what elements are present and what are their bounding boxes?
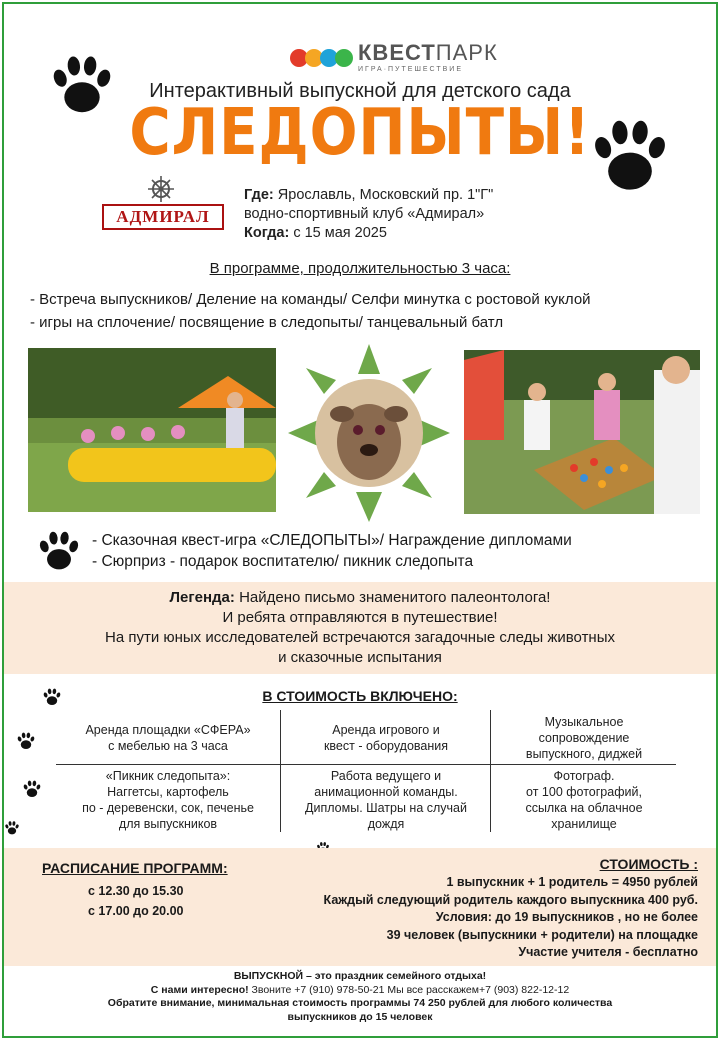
schedule-heading: РАСПИСАНИЕ ПРОГРАММ: <box>42 860 228 876</box>
table-divider <box>490 710 491 832</box>
legend-line: И ребята отправляются в путешествие! <box>222 609 498 626</box>
program-item: - игры на сплочение/ посвящение в следопыты/ танцевальный батл <box>30 314 504 331</box>
flyer-page <box>2 2 718 1038</box>
program-heading: В программе, продолжительностью 3 часа: <box>209 260 511 277</box>
schedule-time: с 17.00 до 20.00 <box>88 904 184 918</box>
legend-line: На пути юных исследователей встречаются загадочные следы животных <box>104 629 615 646</box>
footer-line: ВЫПУСКНОЙ – это праздник семейного отдыха! <box>233 970 487 982</box>
when-line: Когда: с 15 мая 2025 <box>244 225 387 241</box>
logo-dot <box>335 49 353 67</box>
footer-line: выпускников до 15 человек <box>287 1010 433 1023</box>
legend-section <box>4 582 716 674</box>
paw-print-icon <box>36 526 82 576</box>
included-cell: Музыкальное сопровождение выпускного, диджей <box>525 715 643 761</box>
schedule-time: с 12.30 до 15.30 <box>88 884 184 898</box>
where-line: Где: Ярославль, Московский пр. 1"Г" <box>244 187 494 203</box>
admiral-logo <box>102 174 224 230</box>
brand-name: КВЕСТПАРК <box>358 40 498 65</box>
included-heading: В СТОИМОСТЬ ВКЛЮЧЕНО: <box>262 688 458 704</box>
bullet-item: - Сюрприз - подарок воспитателю/ пикник следопыта <box>92 553 474 570</box>
legend-line: и сказочные испытания <box>278 649 442 666</box>
footer-line: С нами интересно! Звоните +7 (910) 978-50-21 Мы все расскажем+7 (903) 822-12-12 <box>150 983 570 996</box>
paw-print-icon <box>22 778 42 800</box>
cost-line: Каждый следующий родитель каждого выпускника 400 руб. <box>323 892 698 907</box>
cost-details <box>324 874 698 962</box>
admiral-logo-text: АДМИРАЛ <box>102 204 224 230</box>
footer-line: Обратите внимание, минимальная стоимость программы 74 250 рублей для любого количества <box>107 997 613 1009</box>
included-cell: Аренда площадки «СФЕРА» с мебелью на 3 часа <box>85 723 251 753</box>
bullet-item: - Сказочная квест-игра «СЛЕДОПЫТЫ»/ Награждение дипломами <box>92 532 572 549</box>
table-divider <box>56 764 676 765</box>
logo-dots <box>290 49 350 67</box>
program-item: - Встреча выпускников/ Деление на команды/ Селфи минутка с ростовой куклой <box>30 291 591 308</box>
brand-text <box>358 42 498 73</box>
ship-wheel-icon <box>146 174 176 204</box>
table-divider <box>280 710 281 832</box>
cost-line: 39 человек (выпускники + родители) на площадке <box>386 927 698 942</box>
venue-info <box>244 186 493 243</box>
kids-game-photo <box>28 348 276 512</box>
included-cell: Работа ведущего и анимационной команды. Дипломы. Шатры на случай дождя <box>305 769 467 831</box>
cost-line: Условия: до 19 выпускников , но не более <box>435 910 698 924</box>
cost-heading: СТОИМОСТЬ : <box>599 856 698 872</box>
paw-print-icon <box>4 818 20 838</box>
program-bullets <box>92 530 572 572</box>
page-subtitle: Интерактивный выпускной для детского сада <box>149 80 571 102</box>
kids-board-game-photo <box>464 350 700 514</box>
club-line: водно-спортивный клуб «Адмирал» <box>244 206 485 222</box>
mascot-photo <box>288 344 450 522</box>
questpark-logo <box>290 42 498 73</box>
program-list <box>30 288 591 334</box>
legend-line: Легенда: Найдено письмо знаменитого палеонтолога! <box>169 589 551 606</box>
page-title: СЛЕДОПЫТЫ! <box>129 96 591 170</box>
included-cell: Аренда игрового и квест - оборудования <box>323 723 449 753</box>
included-cell: «Пикник следопыта»: Наггетсы, картофель по - деревенски, сок, печенье для выпускников <box>82 769 254 831</box>
included-cell: Фотограф. от 100 фотографий, ссылка на облачное хранилище <box>525 769 643 831</box>
footer <box>4 970 716 1024</box>
brand-tagline: ИГРА·ПУТЕШЕСТВИЕ <box>358 66 463 73</box>
cost-line: Участие учителя - бесплатно <box>518 945 698 959</box>
paw-print-icon <box>16 730 36 752</box>
cost-line: 1 выпускник + 1 родитель = 4950 рублей <box>446 875 698 889</box>
